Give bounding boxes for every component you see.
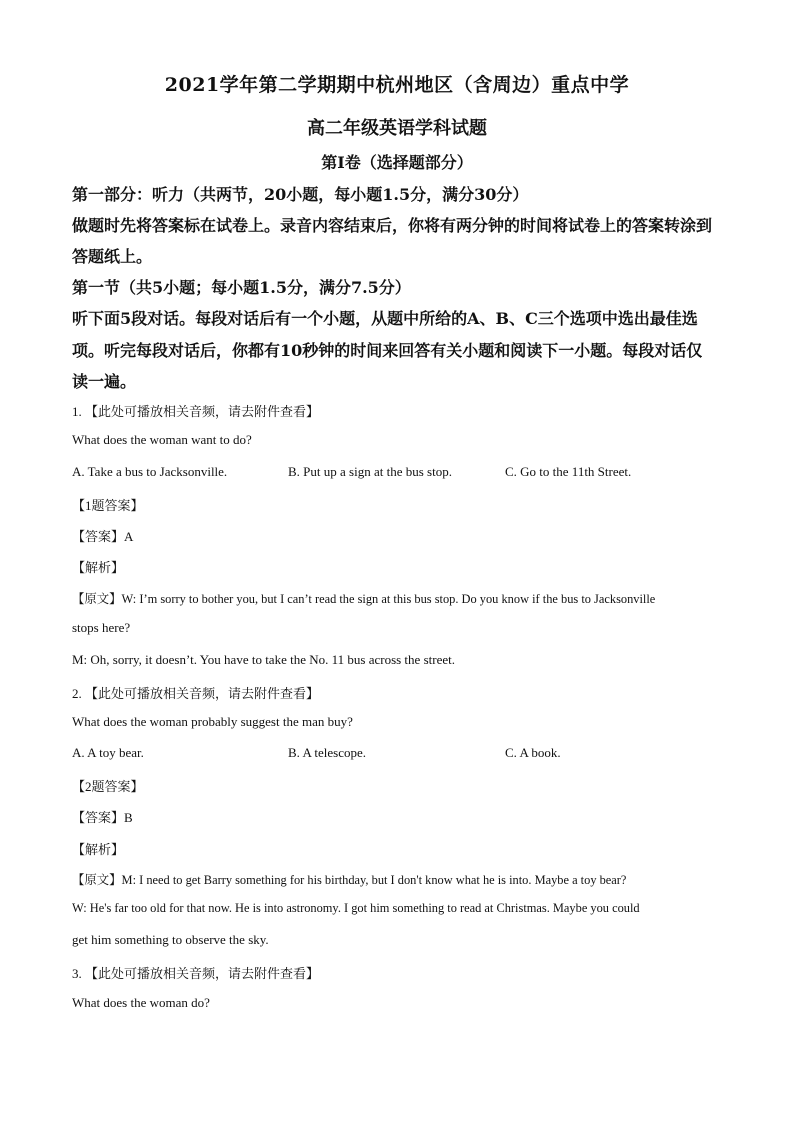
question-1-script-line1: 【原文】W: I’m sorry to bother you, but I can’t read the sign at this bus stop. Do you know if the bus to Jacksonville [72,592,656,606]
question-1-analysis: 【解析】 [72,560,125,575]
question-2-answer-header: 【2题答案】 [72,779,144,794]
exam-subtitle: 高二年级英语学科试题 [307,118,487,139]
question-2-script-line1: 【原文】M: I need to get Barry something for his birthday, but I don't know what he is into. Maybe a toy bear? [72,873,627,887]
question-3-audio[interactable]: 3. 【此处可播放相关音频，请去附件查看】 [72,966,320,981]
section1-instruction-line2: 项。听完每段对话后，你都有10秒钟的时间来回答有关小题和阅读下一小题。每段对话仅 [72,341,703,360]
question-1-script-line2: stops here? [72,620,131,635]
question-1-answer-header: 【1题答案】 [72,498,144,513]
question-2-answer: 【答案】B [72,810,133,825]
part1-instruction-line2: 答题纸上。 [72,247,153,266]
question-2-option-c: C. A book. [505,745,561,760]
part1-instruction-line1: 做题时先将答案标在试卷上。录音内容结束后，你将有两分钟的时间将试卷上的答案转涂到 [72,216,713,235]
volume-heading: 第Ⅰ卷（选择题部分） [321,153,473,172]
part1-heading: 第一部分：听力（共两节，20小题，每小题1.5分，满分30分） [72,185,529,204]
question-2-script-line2: W: He's far too old for that now. He is into astronomy. I got him something to read at Christmas. Maybe you could [72,901,640,915]
question-1-option-b: B. Put up a sign at the bus stop. [288,464,452,479]
question-2-audio[interactable]: 2. 【此处可播放相关音频，请去附件查看】 [72,686,320,701]
question-1-audio[interactable]: 1. 【此处可播放相关音频，请去附件查看】 [72,404,320,419]
exam-title: 2021学年第二学期期中杭州地区（含周边）重点中学 [164,74,630,96]
question-1-option-a: A. Take a bus to Jacksonville. [72,464,228,479]
question-1-option-c: C. Go to the 11th Street. [505,464,632,479]
section1-instruction-line3: 读一遍。 [72,372,137,391]
question-1-answer: 【答案】A [72,529,134,544]
question-2-script-line3: get him something to observe the sky. [72,932,269,947]
question-3-text: What does the woman do? [72,995,210,1010]
section1-instruction-line1: 听下面5段对话。每段对话后有一个小题，从题中所给的A、B、C三个选项中选出最佳选 [72,309,698,328]
question-1-script-line3: M: Oh, sorry, it doesn’t. You have to take the No. 11 bus across the street. [72,652,455,667]
section1-heading: 第一节（共5小题；每小题1.5分，满分7.5分） [72,278,411,297]
question-2-text: What does the woman probably suggest the man buy? [72,714,353,729]
question-1-text: What does the woman want to do? [72,432,252,447]
question-2-analysis: 【解析】 [72,842,125,857]
question-2-option-a: A. A toy bear. [72,745,144,760]
question-2-option-b: B. A telescope. [288,745,366,760]
